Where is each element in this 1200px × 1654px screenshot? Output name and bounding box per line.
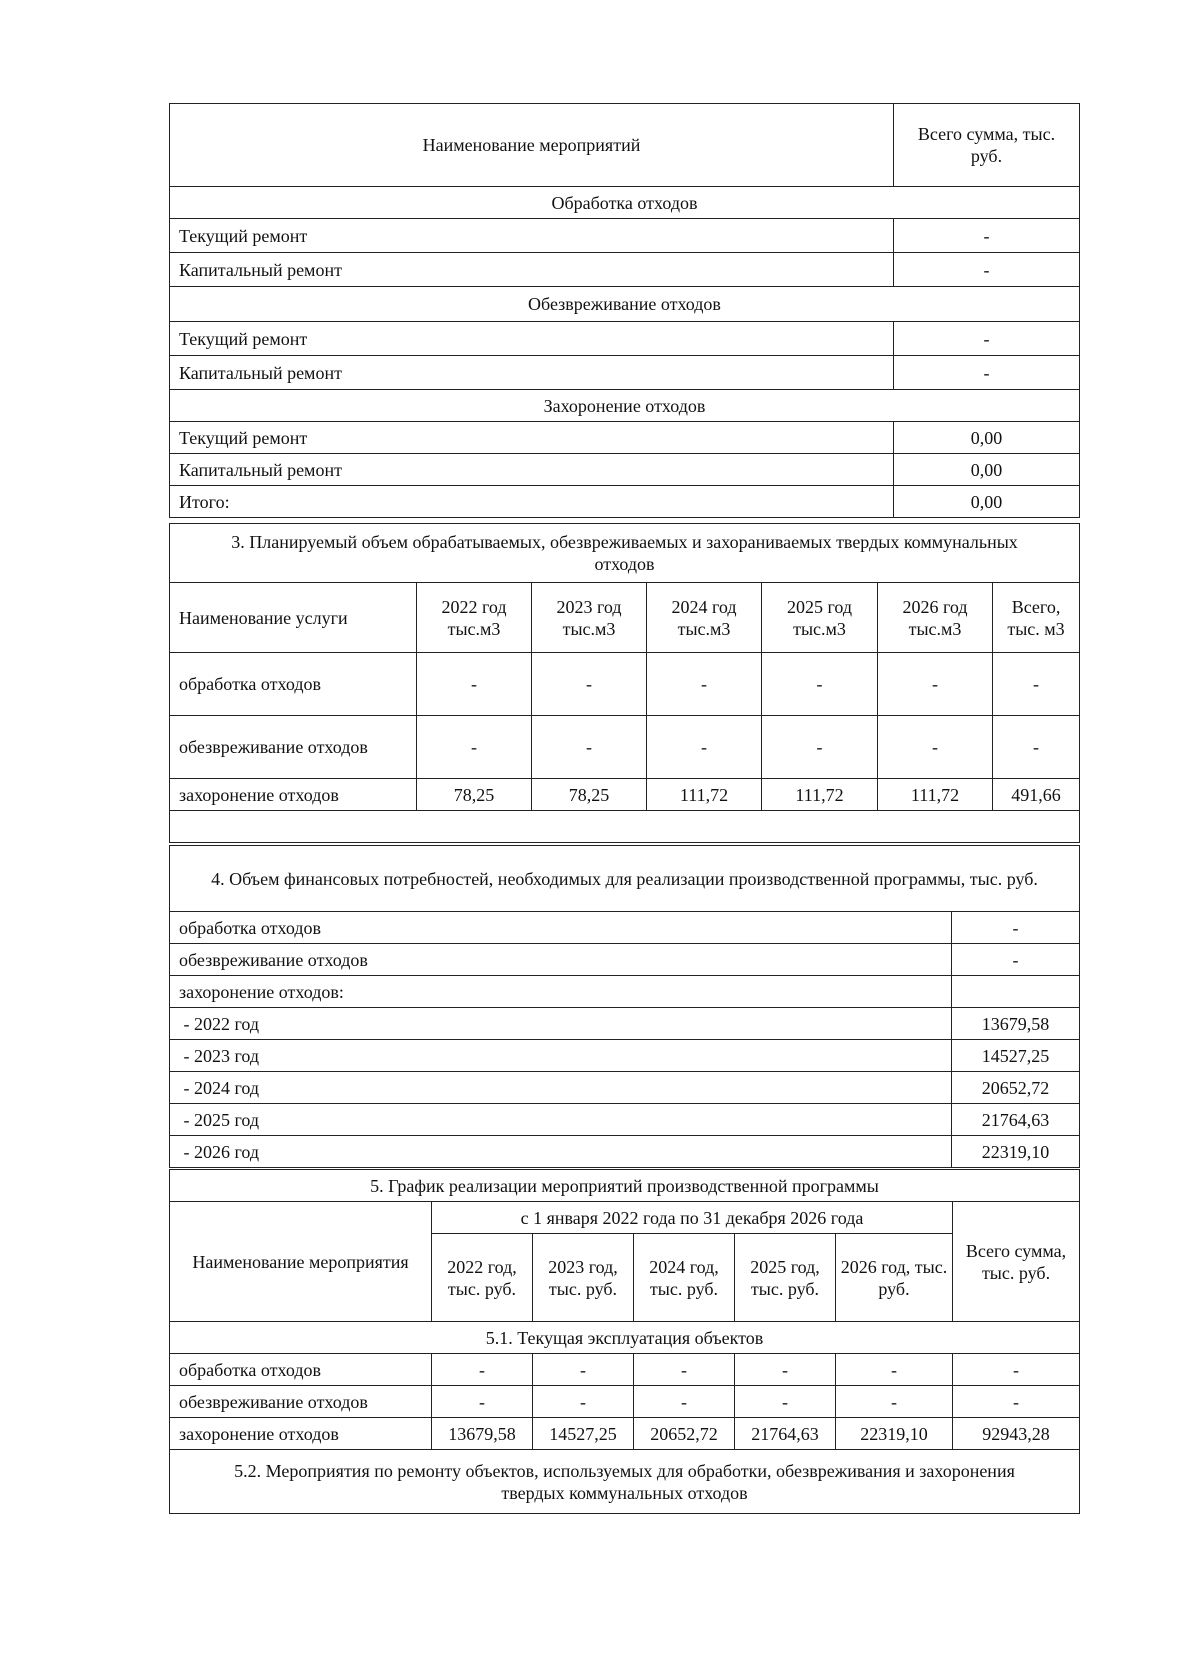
cell-value: - (532, 653, 647, 716)
total-label: Итого: (170, 486, 894, 518)
cell-value: - (432, 1386, 533, 1418)
row-value: - (952, 944, 1080, 976)
row-label: - 2023 год (170, 1040, 952, 1072)
section-3-title: 3. Планируемый объем обрабатываемых, обезвреживаемых и захораниваемых твердых коммунальных отходов (170, 524, 1080, 583)
cell-value: - (878, 716, 993, 779)
row-label: - 2025 год (170, 1104, 952, 1136)
cell-value: - (647, 716, 762, 779)
cell-value: - (647, 653, 762, 716)
header-measure-name: Наименование мероприятия (170, 1202, 432, 1322)
subsection-title: 5.2. Мероприятия по ремонту объектов, используемых для обработки, обезвреживания и захоронения твердых коммунальных отходов (170, 1450, 1080, 1514)
cell-value: - (953, 1386, 1080, 1418)
cell-value: - (762, 716, 878, 779)
row-value: - (894, 253, 1080, 287)
cell-value: 13679,58 (432, 1418, 533, 1450)
cell-value: - (836, 1386, 953, 1418)
header-year: 2023 год, тыс. руб. (533, 1234, 634, 1322)
header-year: 2026 год, тыс. руб. (836, 1234, 953, 1322)
row-label: Текущий ремонт (170, 219, 894, 253)
row-label: обработка отходов (170, 653, 417, 716)
row-label: обезвреживание отходов (170, 1386, 432, 1418)
empty-row (170, 811, 1080, 843)
row-label: - 2022 год (170, 1008, 952, 1040)
cell-value: 92943,28 (953, 1418, 1080, 1450)
cell-value: 78,25 (532, 779, 647, 811)
row-label: - 2024 год (170, 1072, 952, 1104)
header-year: 2024 год, тыс. руб. (634, 1234, 735, 1322)
row-label: - 2026 год (170, 1136, 952, 1168)
row-value: 22319,10 (952, 1136, 1080, 1168)
cell-value: 22319,10 (836, 1418, 953, 1450)
row-label: обезвреживание отходов (170, 716, 417, 779)
cell-value: 20652,72 (634, 1418, 735, 1450)
row-label: Капитальный ремонт (170, 253, 894, 287)
header-service-name: Наименование услуги (170, 583, 417, 653)
row-value: 21764,63 (952, 1104, 1080, 1136)
cell-value: - (993, 653, 1080, 716)
section-title: Захоронение отходов (170, 390, 1080, 422)
row-label: обработка отходов (170, 1354, 432, 1386)
volume-table (169, 523, 1080, 843)
header-year: 2025 год, тыс. руб. (735, 1234, 836, 1322)
total-value: 0,00 (894, 486, 1080, 518)
cell-value: - (878, 653, 993, 716)
cell-value: 111,72 (762, 779, 878, 811)
row-label: захоронение отходов: (170, 976, 952, 1008)
cell-value: - (417, 653, 532, 716)
cell-value: - (532, 716, 647, 779)
row-label: обезвреживание отходов (170, 944, 952, 976)
row-label: обработка отходов (170, 912, 952, 944)
measures-table (169, 103, 1080, 518)
row-value: 20652,72 (952, 1072, 1080, 1104)
cell-value: - (634, 1354, 735, 1386)
cell-value: - (735, 1354, 836, 1386)
row-value: - (894, 219, 1080, 253)
cell-value: - (993, 716, 1080, 779)
cell-value: 21764,63 (735, 1418, 836, 1450)
cell-value: - (533, 1354, 634, 1386)
row-label: захоронение отходов (170, 1418, 432, 1450)
schedule-table (169, 1169, 1080, 1514)
cell-value: 111,72 (878, 779, 993, 811)
cell-value: - (953, 1354, 1080, 1386)
row-value: - (894, 356, 1080, 390)
cell-value: - (432, 1354, 533, 1386)
row-value: 14527,25 (952, 1040, 1080, 1072)
header-year: 2026 год тыс.м3 (878, 583, 993, 653)
section-title: Обезвреживание отходов (170, 287, 1080, 322)
cell-value: 111,72 (647, 779, 762, 811)
row-label: Капитальный ремонт (170, 356, 894, 390)
cell-value: - (533, 1386, 634, 1418)
row-value: - (952, 912, 1080, 944)
section-4-title: 4. Объем финансовых потребностей, необходимых для реализации производственной программы, тыс. руб. (170, 846, 1080, 912)
cell-value: - (762, 653, 878, 716)
header-year: 2024 год тыс.м3 (647, 583, 762, 653)
cell-value: - (735, 1386, 836, 1418)
section-title: Обработка отходов (170, 187, 1080, 219)
header-year: 2022 год тыс.м3 (417, 583, 532, 653)
cell-value: - (417, 716, 532, 779)
row-value: - (894, 322, 1080, 356)
row-value: 0,00 (894, 454, 1080, 486)
row-label: захоронение отходов (170, 779, 417, 811)
header-year: 2025 год тыс.м3 (762, 583, 878, 653)
cell-value: - (836, 1354, 953, 1386)
header-measures-name: Наименование мероприятий (170, 104, 894, 187)
cell-value: 14527,25 (533, 1418, 634, 1450)
cell-value: 491,66 (993, 779, 1080, 811)
row-value (952, 976, 1080, 1008)
row-label: Капитальный ремонт (170, 454, 894, 486)
cell-value: 78,25 (417, 779, 532, 811)
header-year: 2023 год тыс.м3 (532, 583, 647, 653)
section-5-title: 5. График реализации мероприятий производственной программы (170, 1170, 1080, 1202)
finance-table (169, 845, 1080, 1168)
header-year: 2022 год, тыс. руб. (432, 1234, 533, 1322)
header-period: с 1 января 2022 года по 31 декабря 2026 года (432, 1202, 953, 1234)
row-value: 13679,58 (952, 1008, 1080, 1040)
header-total-sum: Всего сумма, тыс. руб. (953, 1202, 1080, 1322)
header-total-sum: Всего сумма, тыс. руб. (894, 104, 1080, 187)
header-total: Всего, тыс. м3 (993, 583, 1080, 653)
cell-value: - (634, 1386, 735, 1418)
row-label: Текущий ремонт (170, 422, 894, 454)
subsection-title: 5.1. Текущая эксплуатация объектов (170, 1322, 1080, 1354)
row-value: 0,00 (894, 422, 1080, 454)
row-label: Текущий ремонт (170, 322, 894, 356)
